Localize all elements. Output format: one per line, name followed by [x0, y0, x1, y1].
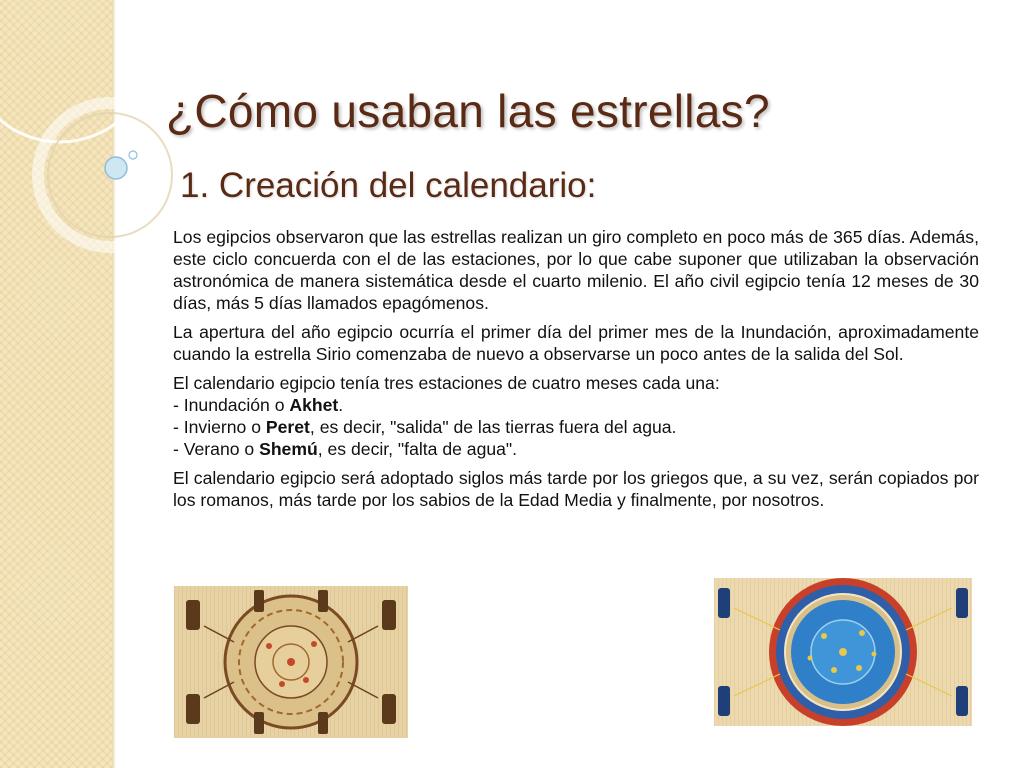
season-2-suffix: , es decir, "salida" de las tierras fuera del agua. — [309, 417, 677, 437]
season-3-prefix: - Verano o — [173, 439, 260, 459]
paragraph-stars-cycle: Los egipcios observaron que las estrellas realizan un giro completo en poco más de 365 días. Además, este ciclo concuerda con el de las estaciones, por lo que cabe suponer que utilizaban la observación astronómica de manera sistemática desde el cuarto milenio. El año civil egipcio tenía 12 meses de 30 días, más 5 días llamados epagómenos. — [173, 227, 979, 313]
season-3-suffix: , es decir, "falta de agua". — [317, 439, 518, 459]
season-2-name: Peret — [265, 417, 310, 437]
slide-title: ¿Cómo usaban las estrellas? — [166, 85, 770, 137]
seasons-intro: El calendario egipcio tenía tres estaciones de cuatro meses cada una: — [173, 373, 720, 393]
zodiac-papyrus-drawing — [174, 586, 408, 738]
blue-zodiac-drawing — [714, 578, 972, 726]
season-1-name: Akhet — [289, 395, 339, 415]
paragraph-legacy: El calendario egipcio será adoptado siglos más tarde por los griegos que, a su vez, serán copiados por los romanos, más tarde por los sabios de la Edad Media y finalmente, por nosotros. — [173, 468, 979, 510]
slide-body — [173, 226, 979, 518]
paragraph-seasons — [173, 372, 979, 460]
season-3-name: Shemú — [259, 439, 318, 459]
paragraph-year-opening: La apertura del año egipcio ocurría el primer día del primer mes de la Inundación, aproximadamente cuando la estrella Sirio comenzaba de nuevo a observarse un poco antes de la salida del Sol. — [173, 322, 979, 364]
season-2-prefix: - Invierno o — [173, 417, 266, 437]
blue-zodiac-image — [714, 578, 972, 726]
slide-subtitle: 1. Creación del calendario: — [180, 166, 597, 205]
zodiac-papyrus-image — [174, 586, 408, 738]
season-1-suffix: . — [338, 395, 344, 415]
season-1-prefix: - Inundación o — [173, 395, 290, 415]
